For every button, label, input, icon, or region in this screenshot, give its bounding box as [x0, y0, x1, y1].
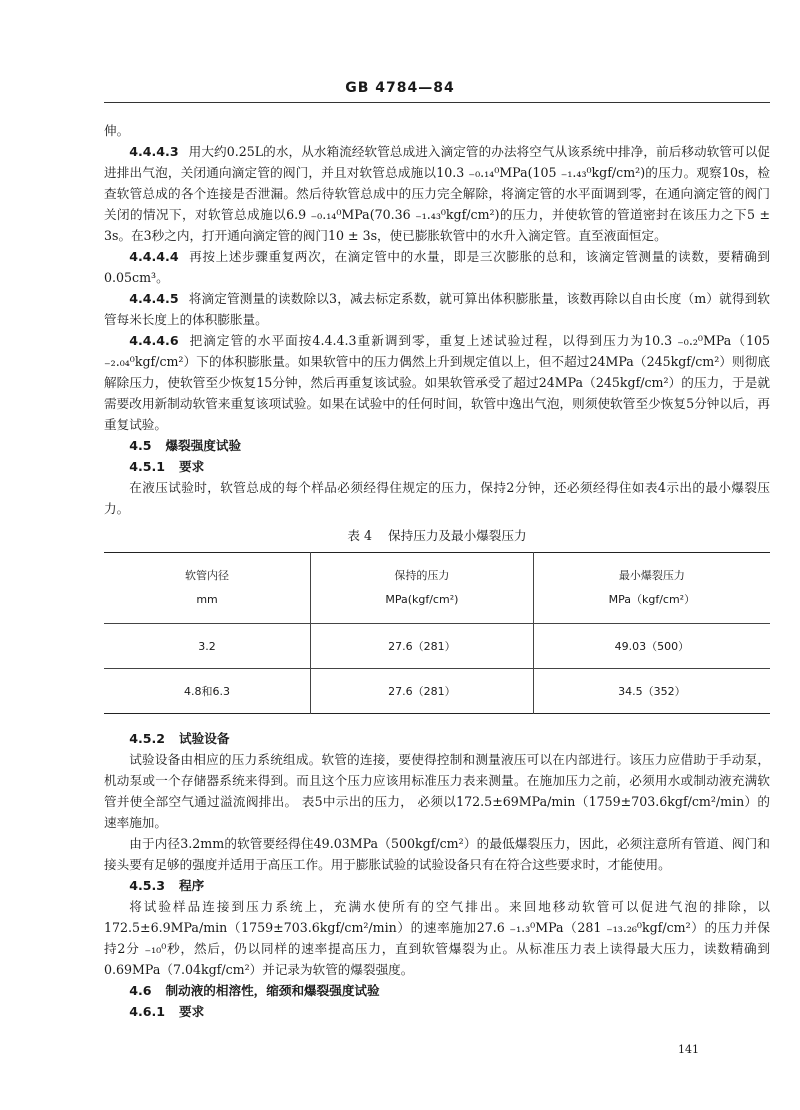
section-number: 4.6	[129, 983, 152, 998]
column-header	[104, 553, 311, 624]
header-unit: MPa（kgf/cm²）	[608, 593, 696, 606]
section-title: 要求	[179, 1004, 205, 1019]
section-heading-4-6-1	[104, 1001, 770, 1022]
table-number: 表 4	[347, 528, 373, 543]
table-cell: 34.5（352）	[533, 669, 770, 714]
clause-4-4-4-5	[104, 288, 770, 330]
section-number: 4.5.1	[129, 459, 166, 474]
section-title: 程序	[179, 878, 205, 893]
pressure-table	[104, 552, 770, 714]
section-number: 4.5.3	[129, 878, 166, 893]
table-row	[104, 624, 770, 669]
paragraph-4-5-1: 在液压试验时，软管总成的每个样品必须经得住规定的压力，保持2分钟，还必须经得住如表4示出的最小爆裂压力。	[104, 480, 770, 516]
standard-header-title: GB 4784—84	[345, 80, 455, 96]
continued-text: 伸。	[104, 123, 130, 138]
paragraph-4-5-3: 将试验样品连接到压力系统上，充满水使所有的空气排出。来回地移动软管可以促进气泡的排除，以172.5±6.9MPa/min（1759±703.6kgf/cm²/min）的速率施加27.6 ₋₁.₃⁰MPa（281 ₋₁₃.₂₆⁰kgf/cm²）的压力并保持2分 ₋₁₀⁰秒，然后，仍以同样的速率提高压力，直到软管爆裂为止。从标准压力表上读得最大压力，读数精确到0.69MPa（7.04kgf/cm²）并记录为软管的爆裂强度。	[104, 899, 770, 977]
clause-4-4-4-6	[104, 330, 770, 435]
clause-number: 4.4.4.5	[129, 291, 179, 306]
section-title: 制动液的相溶性，缩颈和爆裂强度试验	[165, 983, 380, 998]
paragraph-4-5-2-a: 试验设备由相应的压力系统组成。软管的连接，要使得控制和测量液压可以在内部进行。该压力应借助于手动泵，机动泵或一个存储器系统来得到。而且这个压力应该用标准压力表来测量。在施加压力之前，必须用水或制动液充满软管并使全部空气通过溢流阀排出。 表5中示出的压力， 必须以172.5±69MPa/min（1759±703.6kgf/cm²/min）的速率施加。	[104, 752, 770, 830]
section-heading-4-5-1	[104, 456, 770, 477]
table-row	[104, 669, 770, 714]
section-number: 4.5.2	[129, 731, 166, 746]
section-number: 4.5	[129, 438, 152, 453]
table-cell: 4.8和6.3	[184, 684, 231, 698]
document-body	[104, 120, 770, 1022]
table-cell: 27.6（281）	[311, 669, 534, 714]
clause-text: 将滴定管测量的读数除以3，减去标定系数，就可算出体积膨胀量，该数再除以自由长度（m）就得到软管每米长度上的体积膨胀量。	[104, 291, 770, 327]
column-header	[533, 553, 770, 624]
header-line: 最小爆裂压力	[618, 569, 685, 582]
header-unit: MPa(kgf/cm²)	[385, 593, 459, 606]
table-header-row	[104, 553, 770, 624]
section-heading-4-5-2	[104, 728, 770, 749]
table-cell: 3.2	[104, 624, 311, 669]
table-title: 保持压力及最小爆裂压力	[388, 528, 527, 543]
header-line: 保持的压力	[394, 569, 450, 582]
column-header	[311, 553, 534, 624]
clause-text: 把滴定管的水平面按4.4.4.3重新调到零，重复上述试验过程，以得到压力为10.3 ₋₀.₂⁰MPa（105 ₋₂.₀₄⁰kgf/cm²）下的体积膨胀量。如果软管中的压力偶然上升到规定值以上，但不超过24MPa（245kgf/cm²）则彻底解除压力，使软管至少恢复15分钟，然后再重复该试验。如果软管承受了超过24MPa（245kgf/cm²）的压力，于是就需要改用新制动软管来重复该项试验。如果在试验中的任何时间，软管中逸出气泡，则须使软管至少恢复5分钟以后，再重复试验。	[104, 333, 770, 432]
paragraph-4-5-2-b: 由于内径3.2mm的软管要经得住49.03MPa（500kgf/cm²）的最低爆裂压力，因此，必须注意所有管道、阀门和接头要有足够的强度并适用于高压工作。用于膨胀试验的试验设备只有在符合这些要求时，才能使用。	[104, 836, 770, 872]
header-rule	[104, 102, 770, 103]
clause-4-4-4-3	[104, 141, 770, 246]
header-unit: mm	[196, 593, 218, 606]
clause-number: 4.4.4.3	[129, 144, 179, 159]
page-number: 141	[678, 1043, 699, 1056]
section-title: 试验设备	[179, 731, 230, 746]
section-title: 要求	[179, 459, 205, 474]
clause-text: 再按上述步骤重复两次，在滴定管中的水量，即是三次膨胀的总和，该滴定管测量的读数，要精确到0.05cm³。	[104, 249, 770, 285]
table-cell: 27.6（281）	[311, 624, 534, 669]
clause-text: 用大约0.25L的水，从水箱流经软管总成进入滴定管的办法将空气从该系统中排净，前后移动软管可以促进排出气泡，关闭通向滴定管的阀门，并且对软管总成施以10.3 ₋₀.₁₄⁰MPa(105 ₋₁.₄₃⁰kgf/cm²)的压力。观察10s，检查软管总成的各个连接是否泄漏。然后待软管总成中的压力完全解除，将滴定管的水平面调到零，在通向滴定管的阀门关闭的情况下，对软管总成施以6.9 ₋₀.₁₄⁰MPa(70.36 ₋₁.₄₃⁰kgf/cm²)的压力，并使软管的管道密封在该压力之下5 ± 3s。在3秒之内，打开通向滴定管的阀门10 ± 3s，使已膨胀软管中的水升入滴定管。直至液面恒定。	[104, 144, 770, 243]
clause-number: 4.4.4.4	[129, 249, 179, 264]
table-cell: 49.03（500）	[533, 624, 770, 669]
section-title: 爆裂强度试验	[165, 438, 242, 453]
section-number: 4.6.1	[129, 1004, 166, 1019]
clause-4-4-4-4	[104, 246, 770, 288]
section-heading-4-6	[104, 980, 770, 1001]
clause-number: 4.4.4.6	[129, 333, 179, 348]
section-heading-4-5	[104, 435, 770, 456]
header-line: 软管内径	[185, 569, 230, 582]
section-heading-4-5-3	[104, 875, 770, 896]
table-caption	[104, 525, 770, 546]
